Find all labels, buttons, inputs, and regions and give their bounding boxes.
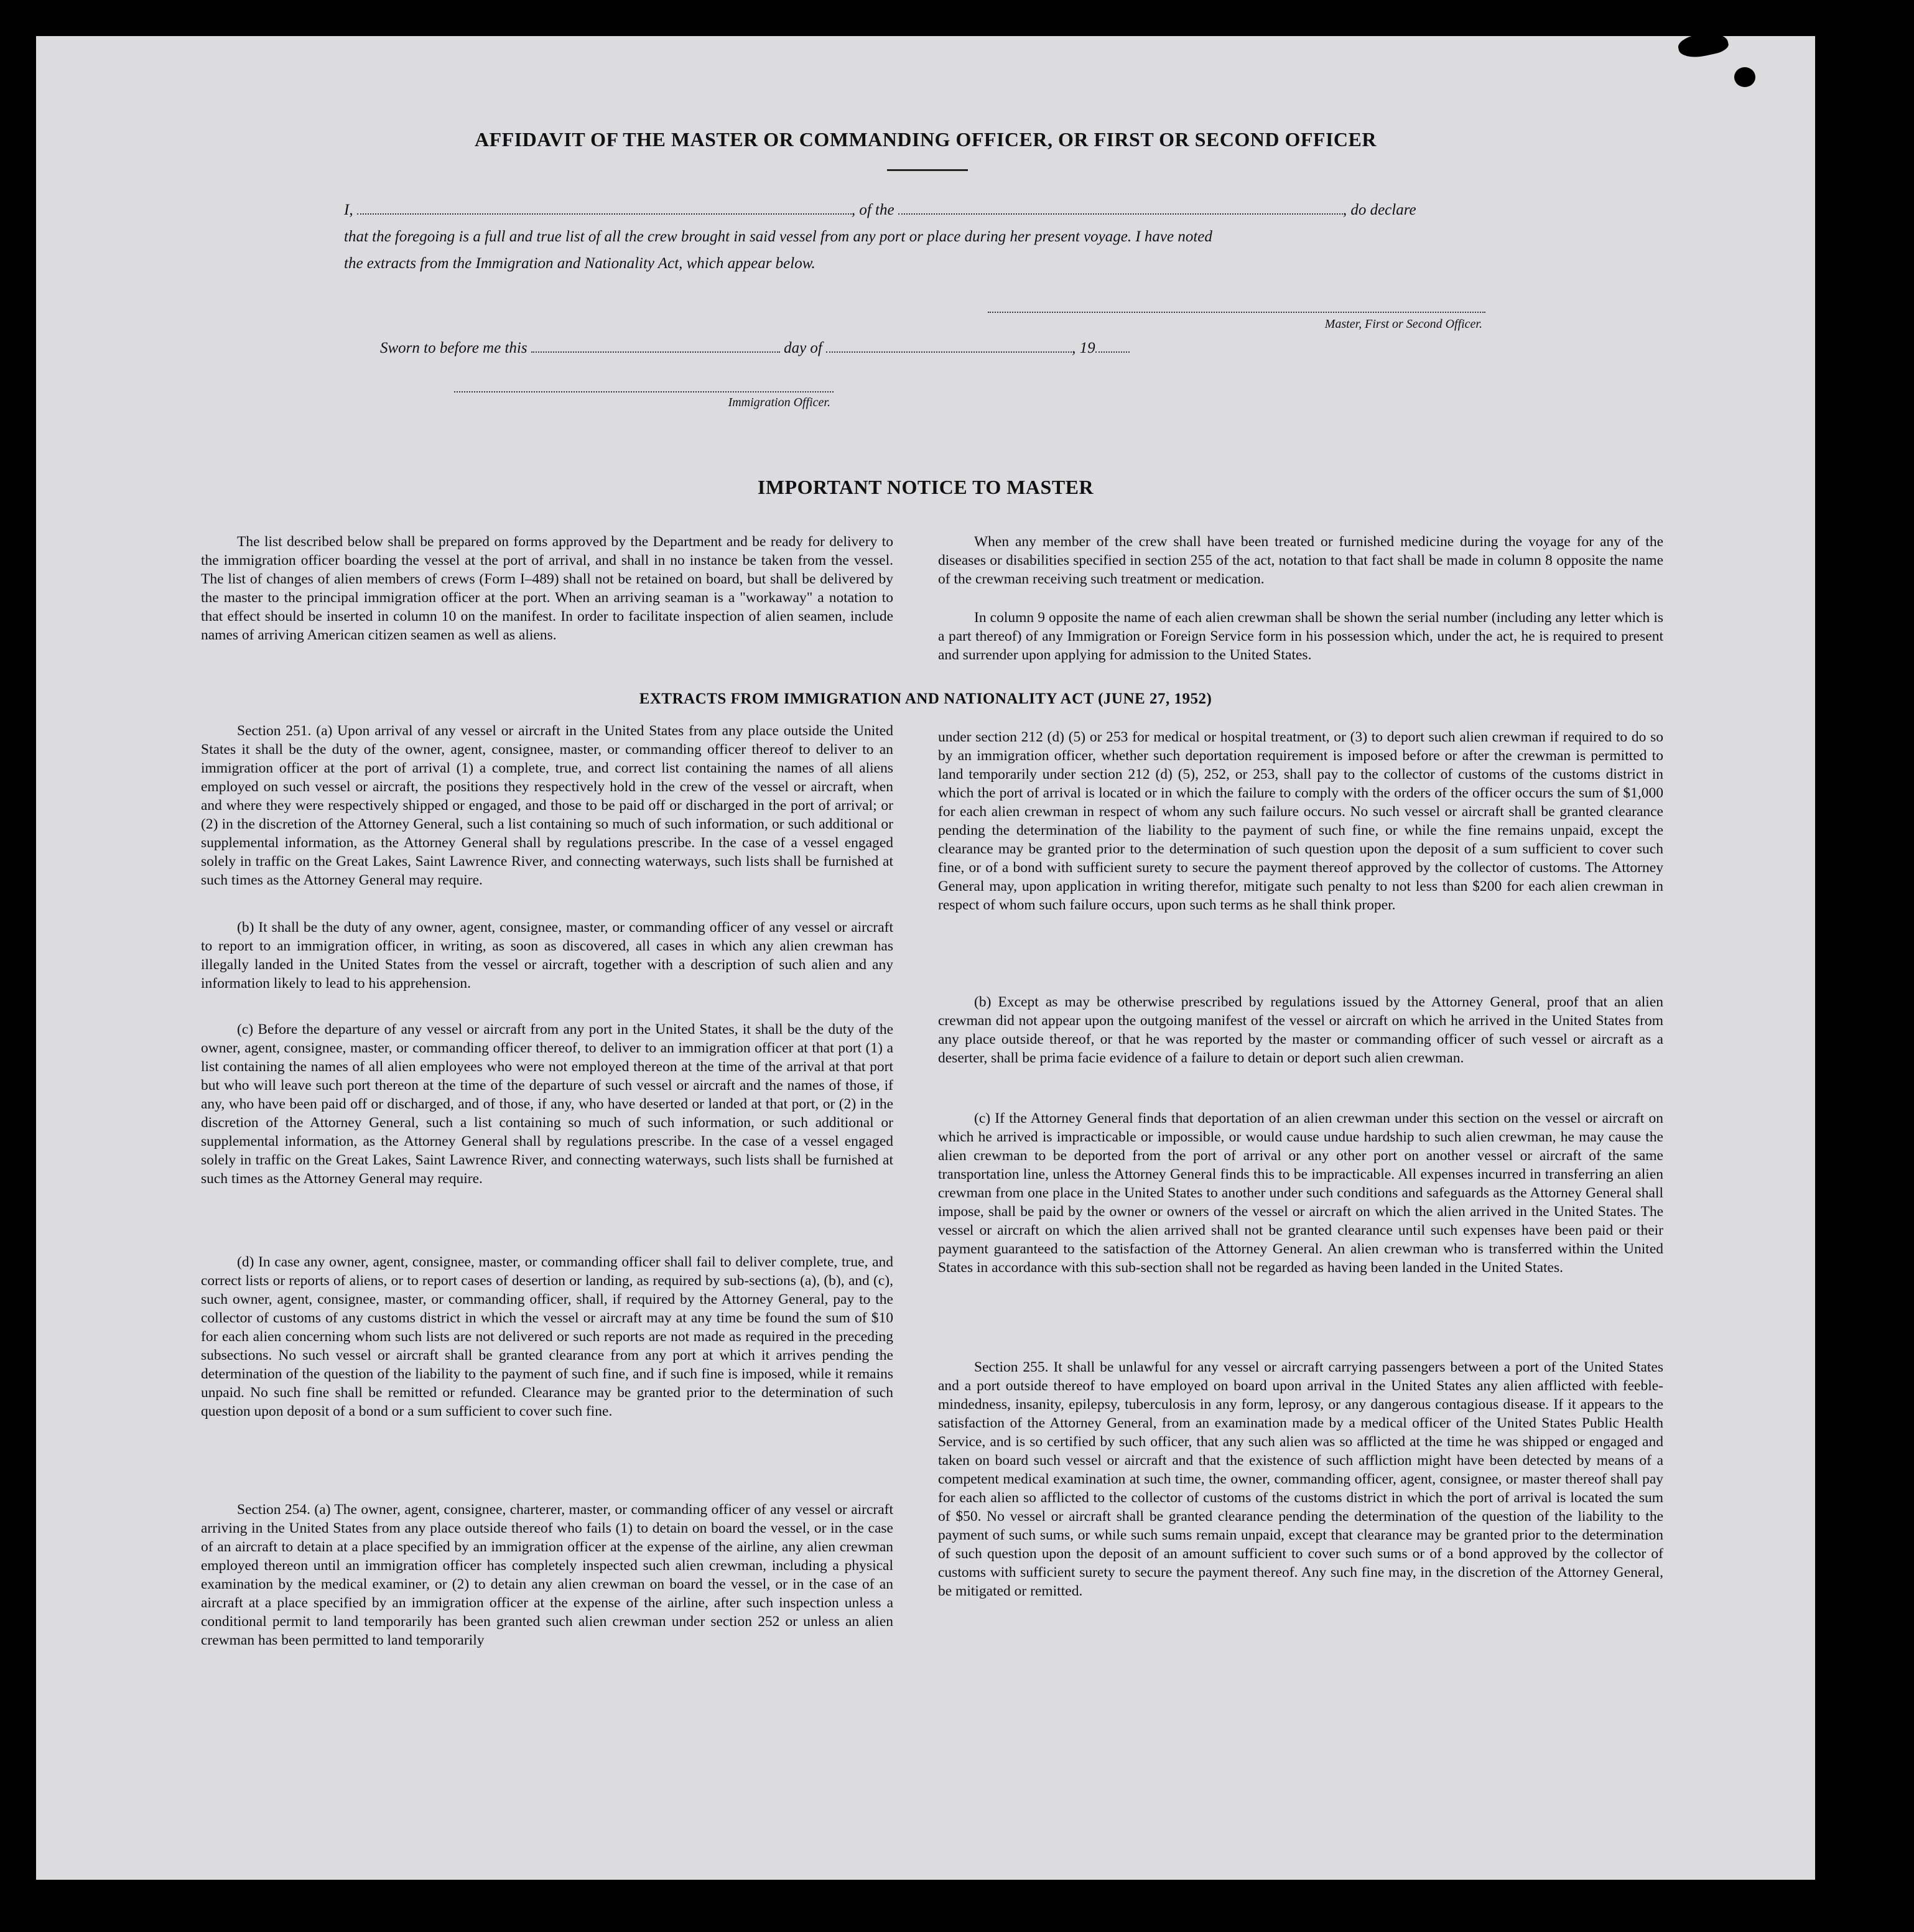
declaration-line-3: the extracts from the Immigration and Nationality Act, which appear below. (344, 255, 815, 272)
extracts-title: EXTRACTS FROM IMMIGRATION AND NATIONALITY ACT (JUNE 27, 1952) (639, 690, 1212, 707)
day-blank[interactable] (531, 351, 780, 353)
notice-right-paragraph-2: In column 9 opposite the name of each alien crewman shall be shown the serial number (including any letter which is a part thereof) of any Immigration or Foreign Service form in his possession which, under the act, he is required to present and surrender upon applying for admission to the United States. (938, 610, 1663, 663)
sworn-line (380, 340, 1251, 357)
year-blank[interactable] (1095, 351, 1130, 353)
year-label: , 19 (1072, 340, 1095, 356)
of-the-label: , of the (851, 202, 894, 218)
vessel-blank[interactable] (898, 213, 1343, 215)
i-label: I, (344, 202, 353, 218)
document-page (36, 36, 1815, 1880)
title-divider (887, 169, 968, 171)
section-251-c: (c) Before the departure of any vessel or aircraft from any port in the United States, it shall be the duty of the owner, agent, consignee, master, or commanding officer thereof, to deliver to an immigration officer at that port (1) a list containing the names of all alien employees who were not employed thereon at the time of the arrival at that port but who will leave such port thereon at the time of the departure of such vessel or aircraft and the names of those, if any, who have been paid off or discharged, and of those, if any, who have deserted or landed at that port, or (2) in the discretion of the Attorney General, such a list containing so much of such information, or such additional or supplemental information, as the Attorney General shall by regulations prescribe. In the case of a vessel engaged solely in traffic on the Great Lakes, Saint Lawrence River, and connecting waterways, such lists shall be furnished at such times as the Attorney General may require. (201, 1021, 893, 1187)
section-251-b: (b) It shall be the duty of any owner, agent, consignee, master, or commanding officer of any vessel or aircraft to report to an immigration officer, in writing, as soon as discovered, all cases in which any alien crewman has illegally landed in the United States from the vessel or aircraft, together with a description of such alien and any information likely to lead to his apprehension. (201, 919, 893, 992)
notice-title: IMPORTANT NOTICE TO MASTER (757, 476, 1094, 498)
section-251-a: Section 251. (a) Upon arrival of any vessel or aircraft in the United States from any place outside the United States it shall be the duty of the owner, agent, consignee, master, or commanding officer thereof to deliver to an immigration officer at the port of arrival (1) a complete, true, and correct list containing the names of all aliens employed on such vessel or aircraft, the positions they respectively hold in the crew of the vessel or aircraft, when and where they were respectively shipped or engaged, and those to be paid off or discharged in the port of arrival; or (2) in the discretion of the Attorney General, such a list containing so much of such information, or such additional or supplemental information, as the Attorney General shall by regulations prescribe. In the case of a vessel engaged solely in traffic on the Great Lakes, Saint Lawrence River, and connecting waterways, such lists shall be furnished at such times as the Attorney General may require. (201, 723, 893, 888)
section-251-d: (d) In case any owner, agent, consignee, master, or commanding officer shall fail to deliver complete, true, and correct lists or reports of aliens, or to report cases of desertion or landing, as required by sub-sections (a), (b), and (c), such owner, agent, consignee, master, or commanding officer, shall, if required by the Attorney General, pay to the collector of customs of any customs district in which the vessel or aircraft may at any time be found the sum of $10 for each alien concerning whom such lists are not delivered or such reports are not made as required in the preceding subsections. No such vessel or aircraft shall be granted clearance from any port at which it arrives pending the determination of the question of the liability to the payment of such fine, and if such fine is imposed, while it remains unpaid. No such fine shall be remitted or refunded. Clearance may be granted prior to the determination of such question upon deposit of a bond or a sum sufficient to cover such fine. (201, 1254, 893, 1419)
section-254-a: Section 254. (a) The owner, agent, consignee, charterer, master, or commanding officer of any vessel or aircraft arriving in the United States from any place outside thereof who fails (1) to detain on board the vessel, or in the case of an aircraft to detain at a place specified by an immigration officer at the expense of the airline, any alien crewman employed thereon until an immigration officer has completely inspected such alien crewman, including a physical examination by the medical examiner, or (2) to detain any alien crewman on board the vessel, or in the case of an aircraft at a place specified by an immigration officer at the expense of the airline, after such inspection unless a conditional permit to land temporarily has been granted such alien crewman under section 252 or unless an alien crewman has been permitted to land temporarily (201, 1502, 893, 1648)
section-254-b: (b) Except as may be otherwise prescribed by regulations issued by the Attorney General, proof that an alien crewman did not appear upon the outgoing manifest of the vessel or aircraft on which he arrived in the United States from any place outside thereof, or that he was reported by the master or commanding officer of such vessel or aircraft as a deserter, shall be prima facie evidence of a failure to detain or deport such alien crewman. (938, 994, 1663, 1066)
declaration-line-2: that the foregoing is a full and true list of all the crew brought in said vessel from any port or place during her present voyage. I have noted (344, 228, 1212, 245)
section-255: Section 255. It shall be unlawful for any vessel or aircraft carrying passengers between a port of the United States and a port outside thereof to have employed on board upon arrival in the United States any alien afflicted with feeble-mindedness, insanity, epilepsy, tuberculosis in any form, leprosy, or any dangerous contagious disease. If it appears to the satisfaction of the Attorney General, from an examination made by a medical officer of the United States Public Health Service, and is so certified by such officer, that any such alien was so afflicted at the time he was shipped or engaged and taken on board such vessel or aircraft and that the existence of such affliction might have been detected by means of a competent medical examination at such time, the owner, commanding officer, agent, consignee, or master thereof shall pay for each alien so afflicted to the collector of customs of the customs district in which the port of arrival is located the sum of $50. No vessel or aircraft shall be granted clearance pending the determination of the question of the liability to the payment of such sums, or while such sums remain unpaid, except that clearance may be granted prior to the determination of such question upon the deposit of an amount sufficient to cover such sums or of a bond approved by the collector of customs with sufficient surety to secure the payment thereof. Any such fine may, in the discretion of the Attorney General, be mitigated or remitted. (938, 1359, 1663, 1599)
affidavit-title: AFFIDAVIT OF THE MASTER OR COMMANDING OFFICER, OR FIRST OR SECOND OFFICER (475, 128, 1377, 151)
immigration-officer-signature-line[interactable] (454, 391, 834, 392)
signature-line[interactable] (988, 312, 1485, 313)
signature-label: Master, First or Second Officer. (1324, 317, 1482, 331)
sworn-label: Sworn to before me this (380, 340, 527, 356)
notice-right-paragraph-1: When any member of the crew shall have been treated or furnished medicine during the voyage for any of the diseases or disabilities specified in section 255 of the act, notation to that fact shall be made in column 8 opposite the name of the crewman receiving such treatment or medication. (938, 534, 1663, 587)
section-254-c: (c) If the Attorney General finds that deportation of an alien crewman under this section on the vessel or aircraft on which he arrived is impracticable or impossible, or would cause undue hardship to such alien crewman, he may cause the alien crewman to be deported from the port of arrival or any other port on another vessel or aircraft of the same transportation line, unless the Attorney General finds this to be impracticable. All expenses incurred in transferring an alien crewman from one place in the United States to another under such conditions and safeguards as the Attorney General shall impose, shall be paid by the owner or owners of the vessel or aircraft on which the alien arrived in the United States. The vessel or aircraft on which the alien arrived shall not be granted clearance until such expenses have been paid or their payment guaranteed to the satisfaction of the Attorney General. An alien crewman who is transferred within the United States in accordance with this sub-section shall not be regarded as having been landed in the United States. (938, 1110, 1663, 1276)
do-declare-label: , do declare (1342, 202, 1416, 218)
notice-left-paragraph: The list described below shall be prepared on forms approved by the Department and be ready for delivery to the immigration officer boarding the vessel at the port of arrival, and shall in no instance be taken from the vessel. The list of changes of alien members of crews (Form I–489) shall not be retained on board, but shall be delivered by the master to the principal immigration officer at the port. When an arriving seaman is a "workaway" a notation to that effect should be inserted in column 10 on the manifest. In order to facilitate inspection of alien seamen, include names of arriving American citizen seamen as well as aliens. (201, 534, 893, 643)
day-of-label: day of (784, 340, 822, 356)
name-blank[interactable] (357, 213, 852, 215)
immigration-officer-label: Immigration Officer. (728, 396, 830, 409)
scan-artifact (1676, 29, 1730, 61)
declaration-line-1 (344, 202, 1513, 219)
scan-artifact (1734, 67, 1755, 87)
month-blank[interactable] (826, 351, 1072, 353)
section-254-a-continued: under section 212 (d) (5) or 253 for medical or hospital treatment, or (3) to deport such alien crewman if required to do so by an immigration officer, whether such deportation requirement is imposed before or after the crewman is permitted to land temporarily under section 212 (d) (5), 252, or 253, shall pay to the collector of customs of the customs district in which the port of arrival is located or in which the failure to comply with the orders of the officer occurs the sum of $1,000 for each alien crewman in respect of whom any such failure occurs. No such vessel or aircraft shall be granted clearance pending the determination of the liability to the payment of such fine, or while the fine remains unpaid, except the clearance may be granted prior to the determination of such question upon the deposit of a sum sufficient to cover such fine, or of a bond with sufficient surety to secure the payment thereof approved by the collector of customs. The Attorney General may, upon application in writing therefor, mitigate such penalty to not less than $200 for each alien crewman in respect of whom such failure occurs, upon such terms as he shall think proper. (938, 729, 1663, 913)
